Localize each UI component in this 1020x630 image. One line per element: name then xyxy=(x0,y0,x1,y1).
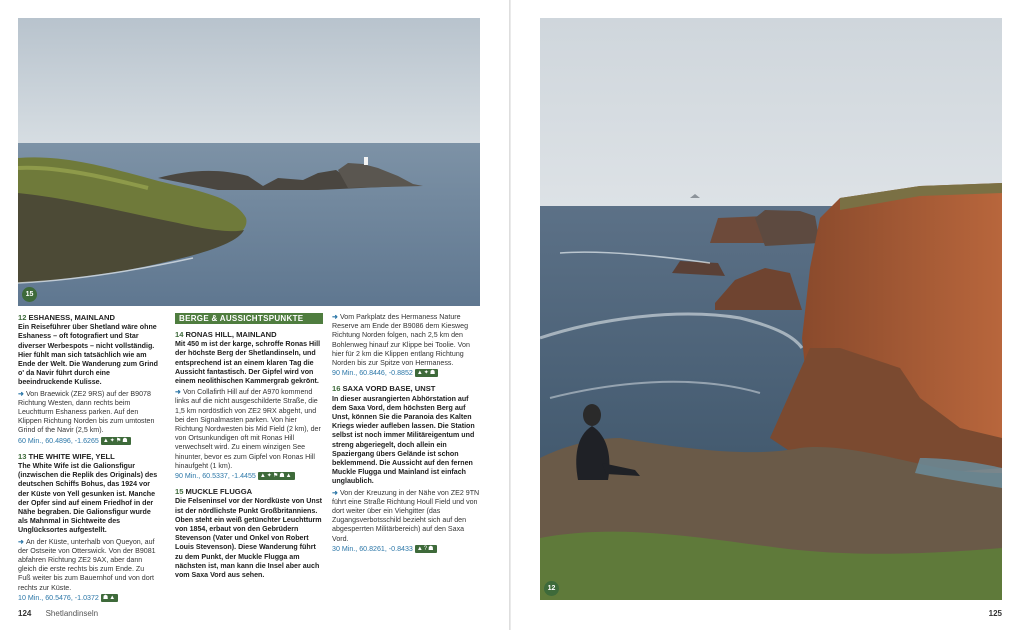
text-column-2 xyxy=(175,313,323,586)
entry-directions xyxy=(332,489,480,544)
person-on-cliff-image xyxy=(540,18,1002,600)
entry-number: 14 xyxy=(175,330,184,339)
entry-number: 15 xyxy=(175,487,184,497)
entry-eshaness xyxy=(18,313,158,446)
left-page xyxy=(0,0,509,630)
arrow-icon: ➜ xyxy=(18,389,24,398)
entry-description: Mit 450 m ist der karge, schroffe Ronas Hill der höchste Berg der Shetlandinseln, und entsprechend ist an einem klaren Tag die Aussicht fantastisch. Der Gipfel wird von einem neolithischen Kammergrab gekrönt. xyxy=(175,340,321,386)
entry-title xyxy=(175,330,323,339)
activity-icons: ▲✦☗ xyxy=(416,370,437,377)
entry-muckle-flugga-continued xyxy=(332,313,480,378)
entry-directions xyxy=(332,313,480,368)
entry-directions xyxy=(18,390,158,436)
entry-description: Die Felseninsel vor der Nordküste von Unst ist der nördlichste Punkt Großbritanniens. Oben steht ein weiß getünchter Leuchtturm von 1854, erbaut von den Gebrüdern Stevenson (Vater und Onkel von Robert Louis Stevenson). Diese Wanderung führt zu dem Punkt, der Muckle Flugga am nächsten ist, man kann die Insel aber auch vom Saxa Vord aus sehen. xyxy=(175,497,323,580)
entry-number: 12 xyxy=(18,313,27,322)
entry-meta xyxy=(18,594,158,603)
entry-meta xyxy=(175,472,323,481)
section-header: BERGE & AUSSICHTSPUNKTE xyxy=(175,313,323,324)
entry-meta xyxy=(332,369,480,378)
entry-ronas-hill xyxy=(175,330,323,481)
entry-meta-text: 30 Min., 60.8261, -0.8433 xyxy=(332,544,413,553)
entry-number: 13 xyxy=(18,451,27,461)
page-footer xyxy=(989,609,1002,618)
activity-icons: ☗▲ xyxy=(102,594,117,601)
entry-title-text: THE WHITE WIFE, YELL xyxy=(28,451,115,461)
entry-title xyxy=(18,313,158,322)
entry-directions-text: Von Collafirth Hill auf der A970 kommend links auf die nicht ausgeschilderte Straße, die 1,5 km nordöstlich von ZE2 9RX abgeht, und bei den Signalmasten parken. Von hier Richtung Nordwesten bis Mid Field (2 km), der von Ortsunkundigen oft mit Ronas Hill verwechselt wird. Zu einem winzigen See hinunter, bevor es zum Gipfel von Ronas Hill hinaufgeht (1 km). xyxy=(175,388,321,470)
entry-saxa-vord xyxy=(332,384,480,554)
entry-title xyxy=(175,487,323,496)
entry-meta xyxy=(18,437,158,446)
activity-icons: ▲✦⚑☗ xyxy=(102,437,129,444)
entry-directions-text: Von der Kreuzung in der Nähe von ZE2 9TN führt eine Straße Richtung Houll Field und von dort weiter über ein Viehgitter (das Zugangsverbotsschild bezieht sich auf den abgesperrten Militärbereich) auf den Saxa Vord. xyxy=(332,488,480,543)
entry-description: Ein Reiseführer über Shetland wäre ohne Eshaness – oft fotografiert und Star diverser Werbespots – nicht vollständig. Hier fühlt man sich tatsächlich wie am Ende der Welt. Die Wanderung zum Grind o' da Navir führt durch eine beeindruckende Kulisse. xyxy=(18,323,158,387)
arrow-icon: ➜ xyxy=(175,388,181,397)
entry-directions-text: Vom Parkplatz des Hermaness Nature Reserve am Ende der B9086 dem Kiesweg Richtung Norden folgen, nach 2,5 km den Bohlenweg hinauf zur Klippe bei Toolie. Von hier für 2 km die Klippen entlang Richtung Norden bis zur Spitze von Hermaness. xyxy=(332,313,470,368)
entry-meta-text: 10 Min., 60.5476, -1.0372 xyxy=(18,593,99,602)
page-number: 124 xyxy=(18,609,32,618)
chapter-name: Shetlandinseln xyxy=(45,609,99,618)
page-number: 125 xyxy=(988,609,1002,618)
entry-title-text: ESHANESS, MAINLAND xyxy=(28,313,115,322)
page-footer xyxy=(18,609,98,618)
text-column-1 xyxy=(18,313,158,609)
entry-muckle-flugga xyxy=(175,487,323,580)
entry-directions xyxy=(175,388,323,471)
right-page xyxy=(511,0,1020,630)
sea-cliffs-lighthouse-image xyxy=(18,18,480,306)
entry-title-text: RONAS HILL, MAINLAND xyxy=(185,330,277,339)
muckle-flugga-photo xyxy=(18,18,480,306)
entry-number: 16 xyxy=(332,384,341,394)
arrow-icon: ➜ xyxy=(332,488,338,497)
text-column-3 xyxy=(332,313,480,560)
entry-meta-text: 60 Min., 60.4896, -1.6265 xyxy=(18,436,99,445)
activity-icons: ▲✦⚑☗▲ xyxy=(259,473,293,480)
entry-directions xyxy=(18,538,158,593)
eshaness-photo xyxy=(540,18,1002,600)
entry-title-text: MUCKLE FLUGGA xyxy=(185,487,253,497)
photo-number-badge: 12 xyxy=(544,581,559,596)
entry-title xyxy=(18,452,158,461)
entry-meta xyxy=(332,545,480,554)
arrow-icon: ➜ xyxy=(332,313,338,321)
entry-title xyxy=(332,384,480,393)
arrow-icon: ➜ xyxy=(18,537,24,546)
entry-white-wife xyxy=(18,452,158,603)
entry-title-text: SAXA VORD BASE, UNST xyxy=(342,384,436,394)
photo-number-badge: 15 xyxy=(22,287,37,302)
entry-description: The White Wife ist die Galionsfigur (inzwischen die Replik des Originals) des deutschen Schiffs Bohus, das 1924 vor der Küste von Yell gesunken ist. Manche der Opfer sind auf einem Friedhof in der Nähe begraben. Die Galionsfigur wurde als Mahnmal in Sichtweite des Unglücksortes aufgestellt. xyxy=(18,462,158,535)
entry-directions-text: An der Küste, unterhalb von Queyon, auf der Ostseite von Otterswick. Von der B9081 abfahren Richtung ZE2 9AX, aber dann gleich die erste rechts bis zum Ende. Zu Fuß weiter bis zum Bauernhof und von dort rechts zur Küste. xyxy=(18,537,156,592)
entry-meta-text: 90 Min., 60.5337, -1.4455 xyxy=(175,472,256,481)
entry-meta-text: 90 Min., 60.8446, -0.8852 xyxy=(332,369,413,378)
entry-description: In dieser ausrangierten Abhörstation auf dem Saxa Vord, dem höchsten Berg auf Unst, können Sie die Paranoia des Kalten Kriegs wieder aufleben lassen. Die Station selbst ist noch immer Militäreigentum und streng abgeriegelt, doch allein ein Spaziergang übers Gelände ist schon beklemmend. Die Aussicht auf den fernen Muckle Flugga und Mainland ist einfach unglaublich. xyxy=(332,394,475,486)
entry-directions-text: Von Braewick (ZE2 9RS) auf der B9078 Richtung Westen, dann rechts beim Leuchtturm Eshaness parken. Auf den Klippen Richtung Norden bis zum umtosten Grind of the Navir (2,5 km). xyxy=(18,389,155,435)
activity-icons: ▲?☗ xyxy=(416,545,435,552)
